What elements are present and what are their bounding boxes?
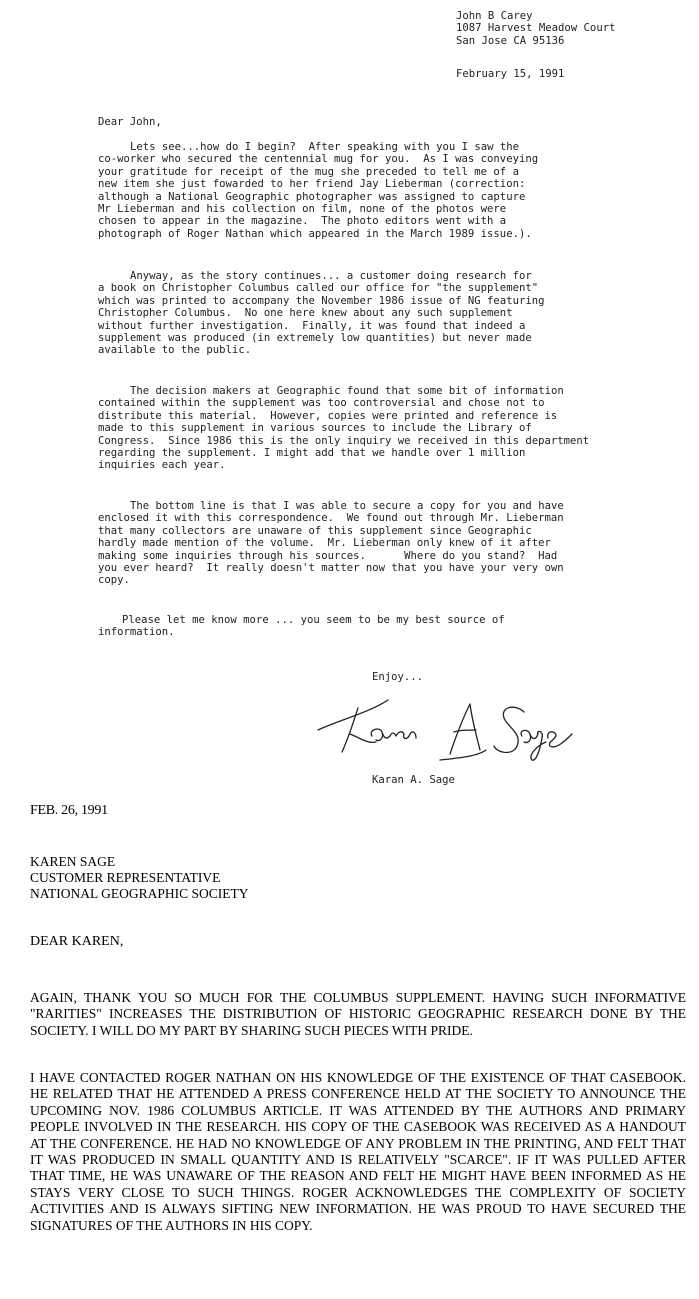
text-line: photograph of Roger Nathan which appeared in the March 1989 issue.).: [98, 227, 532, 240]
letter-closing: Enjoy...: [372, 671, 424, 683]
text-line: distribute this material. However, copies were printed and reference is: [98, 409, 558, 422]
handwritten-signature: [310, 690, 610, 772]
reply-greeting: DEAR KAREN,: [30, 934, 124, 949]
reply-paragraph-2: I HAVE CONTACTED ROGER NATHAN ON HIS KNOWLEDGE OF THE EXISTENCE OF THAT CASEBOOK. HE RELATED THAT HE ATTENDED A PRESS CONFERENCE HELD AT THE SOCIETY TO ANNOUNCE THE UPCOMING NOV. 1986 COLUMBUS ARTICLE. IT WAS ATTENDED BY THE AUTHORS AND PRIMARY PEOPLE INVOLVED IN THE RESEARCH. HIS COPY OF THE CASEBOOK WAS RECEIVED AS A HANDOUT AT THE CONFERENCE. HE HAD NO KNOWLEDGE OF ANY PROBLEM IN THE PRINTING, AND FELT THAT IT WAS PRODUCED IN SMALL QUANTITY AND IS RELATIVELY "SCARCE". IF IT WAS PULLED AFTER THAT TIME, HE WAS UNAWARE OF THE REASON AND FELT HE MIGHT HAVE BEEN INFORMED AS HE STAYS VERY CLOSE TO SUCH THINGS. ROGER ACKNOWLEDGES THE COMPLEXITY OF SOCIETY ACTIVITIES AND IS ALWAYS SIFTING NEW INFORMATION. HE WAS PROUD TO HAVE SECURED THE SIGNATURES OF THE AUTHORS IN HIS COPY.: [30, 1070, 686, 1233]
text-line: making some inquiries through his sources. Where do you stand? Had: [98, 549, 558, 562]
sender-address: [456, 10, 615, 47]
text-line: Please let me know more ... you seem to be my best source of: [122, 614, 505, 626]
letter-paragraph-2: [98, 270, 628, 357]
letter-paragraph-5: [98, 614, 628, 639]
text-line: Mr Lieberman and his collection on film, none of the photos were: [98, 203, 507, 216]
text-line: Anyway, as the story continues... a customer doing research for: [130, 270, 532, 282]
recipient-address: [30, 854, 249, 902]
reply-paragraph-1: AGAIN, THANK YOU SO MUCH FOR THE COLUMBUS SUPPLEMENT. HAVING SUCH INFORMATIVE "RARITIES" INCREASES THE DISTRIBUTION OF HISTORIC GEOGRAPHIC RESEARCH DONE BY THE SOCIETY. I WILL DO MY PART BY SHARING SUCH PIECES WITH PRIDE.: [30, 990, 686, 1038]
text-line: without further investigation. Finally, it was found that indeed a: [98, 319, 526, 332]
text-line: your gratitude for receipt of the mug she preceded to tell me of a: [98, 165, 519, 178]
text-line: a book on Christopher Columbus called our office for "the supplement": [98, 282, 539, 295]
sender-name: John B Carey: [456, 10, 533, 22]
text-line: contained within the supplement was too controversial and chose not to: [98, 397, 545, 410]
text-line: information.: [98, 626, 175, 639]
recipient-title: CUSTOMER REPRESENTATIVE: [30, 870, 221, 885]
text-line: Lets see...how do I begin? After speaking with you I saw the: [130, 141, 520, 153]
text-line: that many collectors are unaware of this supplement since Geographic: [98, 524, 532, 537]
letter-paragraph-4: [98, 500, 628, 587]
text-line: made to this supplement in various sources to include the Library of: [98, 422, 532, 435]
text-line: which was printed to accompany the November 1986 issue of NG featuring: [98, 294, 545, 307]
text-line: The decision makers at Geographic found that some bit of information: [130, 385, 564, 397]
sender-street: 1087 Harvest Meadow Court: [456, 22, 616, 35]
text-line: you ever heard? It really doesn't matter now that you have your very own: [98, 562, 564, 575]
signature-drawing: [310, 690, 610, 772]
letter-paragraph-1: [98, 141, 628, 240]
text-line: Christopher Columbus. No one here knew about any such supplement: [98, 307, 513, 320]
reply-date: FEB. 26, 1991: [30, 803, 108, 818]
text-line: chosen to appear in the magazine. The photo editors went with a: [98, 215, 507, 228]
letter-paragraph-3: [98, 385, 628, 472]
text-line: Congress. Since 1986 this is the only inquiry we received in this department: [98, 434, 590, 447]
text-line: The bottom line is that I was able to secure a copy for you and have: [130, 500, 564, 512]
text-line: supplement was produced (in extremely low quantities) but never made: [98, 332, 532, 345]
text-line: inquiries each year.: [98, 459, 226, 472]
signature-name: Karan A. Sage: [372, 774, 455, 786]
text-line: regarding the supplement. I might add that we handle over 1 million: [98, 447, 526, 460]
text-line: enclosed it with this correspondence. We found out through Mr. Lieberman: [98, 512, 564, 525]
text-line: copy.: [98, 574, 130, 587]
letter-date: February 15, 1991: [456, 68, 565, 80]
text-line: although a National Geographic photographer was assigned to capture: [98, 190, 526, 203]
recipient-organization: NATIONAL GEOGRAPHIC SOCIETY: [30, 886, 249, 901]
recipient-name: KAREN SAGE: [30, 854, 116, 869]
text-line: new item she just fowarded to her friend Jay Lieberman (correction:: [98, 178, 526, 191]
text-line: co-worker who secured the centennial mug for you. As I was conveying: [98, 153, 539, 166]
text-line: available to the public.: [98, 344, 252, 357]
text-line: hardly made mention of the volume. Mr. Lieberman only knew of it after: [98, 537, 551, 550]
letter-greeting: Dear John,: [98, 116, 162, 128]
sender-city: San Jose CA 95136: [456, 34, 565, 47]
